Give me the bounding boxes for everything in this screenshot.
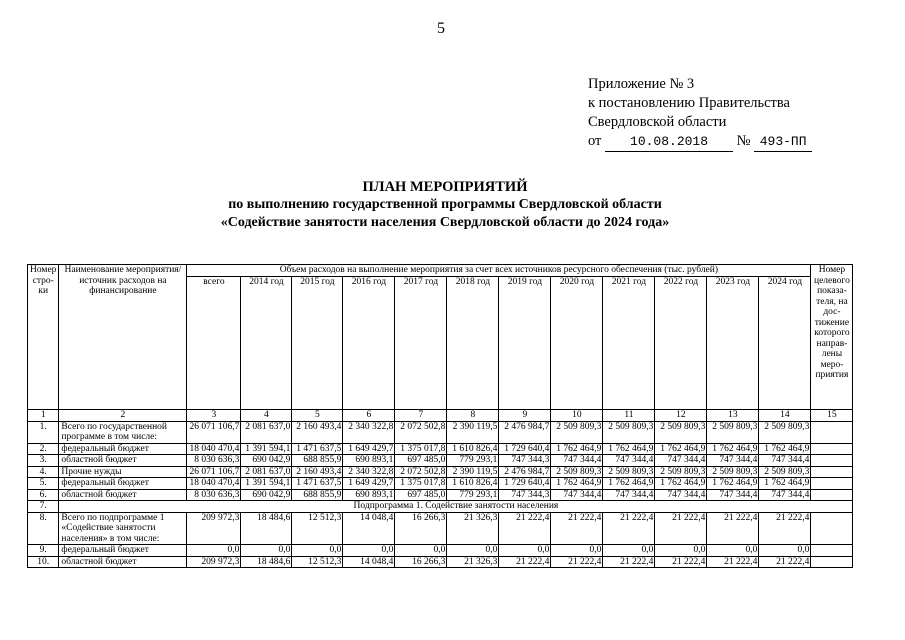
- main-title: ПЛАН МЕРОПРИЯТИЙ: [362, 179, 528, 195]
- row-value: 1 762 464,9: [707, 478, 759, 490]
- row-value: 0,0: [187, 545, 241, 557]
- row-value: 1 762 464,9: [759, 443, 811, 455]
- row-value: 21 222,4: [603, 556, 655, 568]
- row-value: 1 471 637,5: [292, 443, 343, 455]
- row-value: 14 048,4: [343, 556, 395, 568]
- row-value: 1 729 640,4: [499, 443, 551, 455]
- row-value: 1 391 594,1: [241, 478, 292, 490]
- row-value: 12 512,3: [292, 512, 343, 545]
- table-row: [28, 421, 853, 443]
- row-target: [811, 545, 853, 557]
- decree-date: 10.08.2018: [605, 132, 733, 152]
- row-number: 3.: [28, 455, 59, 467]
- row-value: 21 222,4: [655, 556, 707, 568]
- row-value: 2 509 809,3: [655, 421, 707, 443]
- row-number: 8.: [28, 512, 59, 545]
- row-value: 1 762 464,9: [603, 478, 655, 490]
- row-value: 2 509 809,3: [707, 421, 759, 443]
- number-label: №: [736, 133, 751, 149]
- column-number: 10: [551, 409, 603, 421]
- header-year: 2018 год: [447, 276, 499, 409]
- column-number: 12: [655, 409, 707, 421]
- row-value: 21 222,4: [759, 556, 811, 568]
- row-value: 697 485,0: [395, 489, 447, 501]
- row-number: 6.: [28, 489, 59, 501]
- header-year: 2019 год: [499, 276, 551, 409]
- row-name: областной бюджет: [59, 556, 187, 568]
- row-value: 747 344,4: [655, 489, 707, 501]
- row-name: Прочие нужды: [59, 466, 187, 478]
- row-number: 9.: [28, 545, 59, 557]
- row-value: 1 762 464,9: [707, 443, 759, 455]
- column-number: 6: [343, 409, 395, 421]
- row-number: 1.: [28, 421, 59, 443]
- column-number: 13: [707, 409, 759, 421]
- row-value: 209 972,3: [187, 512, 241, 545]
- row-value: 2 081 637,0: [241, 466, 292, 478]
- row-value: 18 040 470,4: [187, 478, 241, 490]
- row-number: 5.: [28, 478, 59, 490]
- row-value: 0,0: [343, 545, 395, 557]
- row-value: 1 610 826,4: [447, 443, 499, 455]
- row-value: 2 072 502,8: [395, 421, 447, 443]
- row-value: 26 071 106,7: [187, 421, 241, 443]
- row-value: 2 072 502,8: [395, 466, 447, 478]
- row-value: 18 484,6: [241, 556, 292, 568]
- row-value: 747 344,4: [655, 455, 707, 467]
- row-value: 2 390 119,5: [447, 466, 499, 478]
- row-value: 12 512,3: [292, 556, 343, 568]
- column-number: 5: [292, 409, 343, 421]
- appendix-line-2: к постановлению Правительства: [588, 95, 790, 111]
- appendix-line-3: Свердловской области: [588, 114, 727, 130]
- row-value: 1 649 429,7: [343, 478, 395, 490]
- decree-number: 493-ПП: [754, 132, 812, 152]
- column-number: 3: [187, 409, 241, 421]
- row-value: 2 160 493,4: [292, 421, 343, 443]
- header-year: 2021 год: [603, 276, 655, 409]
- header-year: 2022 год: [655, 276, 707, 409]
- header-year: 2023 год: [707, 276, 759, 409]
- header-year: 2014 год: [241, 276, 292, 409]
- row-value: 21 222,4: [759, 512, 811, 545]
- row-value: 14 048,4: [343, 512, 395, 545]
- row-value: 1 391 594,1: [241, 443, 292, 455]
- column-number: 7: [395, 409, 447, 421]
- row-value: 0,0: [241, 545, 292, 557]
- header-volume: Объем расходов на выполнение мероприятия за счет всех источников ресурсного обеспечения (тыс. рублей): [187, 265, 811, 277]
- header-name: Наименование мероприятия/ источник расходов на финансирование: [59, 265, 187, 410]
- row-value: 21 222,4: [551, 556, 603, 568]
- row-value: 688 855,9: [292, 489, 343, 501]
- title-line-3: «Содействие занятости населения Свердловской области до 2024 года»: [220, 215, 670, 230]
- row-value: 21 326,3: [447, 556, 499, 568]
- row-value: 8 030 636,3: [187, 455, 241, 467]
- row-value: 0,0: [655, 545, 707, 557]
- row-value: 2 476 984,7: [499, 421, 551, 443]
- column-number: 8: [447, 409, 499, 421]
- row-value: 747 344,3: [499, 489, 551, 501]
- row-value: 16 266,3: [395, 512, 447, 545]
- row-value: 2 390 119,5: [447, 421, 499, 443]
- row-value: 1 762 464,9: [759, 478, 811, 490]
- row-value: 26 071 106,7: [187, 466, 241, 478]
- appendix-line-1: Приложение № 3: [588, 76, 695, 92]
- row-value: 779 293,1: [447, 455, 499, 467]
- row-value: 747 344,4: [603, 455, 655, 467]
- row-value: 747 344,4: [759, 489, 811, 501]
- from-label: от: [588, 133, 602, 149]
- row-target: [811, 466, 853, 478]
- table-row: [28, 478, 853, 490]
- row-value: 21 326,3: [447, 512, 499, 545]
- row-value: 209 972,3: [187, 556, 241, 568]
- row-value: 747 344,4: [551, 455, 603, 467]
- row-value: 2 509 809,3: [603, 466, 655, 478]
- row-value: 0,0: [603, 545, 655, 557]
- row-value: 0,0: [395, 545, 447, 557]
- row-value: 2 340 322,8: [343, 421, 395, 443]
- row-value: 690 042,9: [241, 455, 292, 467]
- row-name: областной бюджет: [59, 489, 187, 501]
- row-value: 747 344,4: [551, 489, 603, 501]
- row-value: 1 375 017,8: [395, 443, 447, 455]
- header-target: Номер целевого показа-теля, на дос-тижение которого направ-лены меро-приятия: [811, 265, 853, 410]
- row-value: 2 509 809,3: [759, 466, 811, 478]
- row-name: федеральный бюджет: [59, 443, 187, 455]
- row-value: 1 762 464,9: [603, 443, 655, 455]
- row-name: федеральный бюджет: [59, 545, 187, 557]
- row-value: 1 729 640,4: [499, 478, 551, 490]
- header-year: 2015 год: [292, 276, 343, 409]
- column-number: 14: [759, 409, 811, 421]
- row-value: 2 340 322,8: [343, 466, 395, 478]
- row-value: 1 649 429,7: [343, 443, 395, 455]
- row-value: 16 266,3: [395, 556, 447, 568]
- header-year: 2017 год: [395, 276, 447, 409]
- row-target: [811, 478, 853, 490]
- row-value: 2 509 809,3: [603, 421, 655, 443]
- row-target: [811, 489, 853, 501]
- table-row: [28, 545, 853, 557]
- row-value: 747 344,4: [759, 455, 811, 467]
- column-numbers-row: [28, 409, 853, 421]
- row-value: 0,0: [292, 545, 343, 557]
- row-value: 0,0: [447, 545, 499, 557]
- row-value: 21 222,4: [499, 512, 551, 545]
- row-value: 688 855,9: [292, 455, 343, 467]
- page-number: 5: [437, 20, 445, 37]
- row-name: федеральный бюджет: [59, 478, 187, 490]
- column-number: 1: [28, 409, 59, 421]
- row-value: 0,0: [759, 545, 811, 557]
- row-value: 18 040 470,4: [187, 443, 241, 455]
- header-year: всего: [187, 276, 241, 409]
- row-value: 2 509 809,3: [759, 421, 811, 443]
- row-value: 2 081 637,0: [241, 421, 292, 443]
- row-value: 21 222,4: [603, 512, 655, 545]
- row-value: 1 762 464,9: [551, 478, 603, 490]
- row-value: 690 042,9: [241, 489, 292, 501]
- column-number: 15: [811, 409, 853, 421]
- row-name: Всего по подпрограмме 1 «Содействие занятости населения» в том числе:: [59, 512, 187, 545]
- row-name: Всего по государственной программе в том числе:: [59, 421, 187, 443]
- row-value: 1 610 826,4: [447, 478, 499, 490]
- column-number: 11: [603, 409, 655, 421]
- appendix-block: [588, 75, 812, 152]
- row-value: 18 484,6: [241, 512, 292, 545]
- row-number: 7.: [28, 501, 59, 513]
- table-row: [28, 512, 853, 545]
- table-row: [28, 556, 853, 568]
- row-number: 2.: [28, 443, 59, 455]
- row-value: 21 222,4: [707, 512, 759, 545]
- subprogram-title: Подпрограмма 1. Содействие занятости населения: [59, 501, 853, 513]
- row-target: [811, 512, 853, 545]
- row-name: областной бюджет: [59, 455, 187, 467]
- row-value: 747 344,4: [707, 489, 759, 501]
- row-value: 747 344,4: [707, 455, 759, 467]
- row-value: 1 762 464,9: [655, 478, 707, 490]
- column-number: 9: [499, 409, 551, 421]
- row-value: 0,0: [551, 545, 603, 557]
- row-target: [811, 455, 853, 467]
- table-row: [28, 489, 853, 501]
- row-value: 2 509 809,3: [707, 466, 759, 478]
- row-value: 690 893,1: [343, 455, 395, 467]
- document-title: [140, 178, 750, 232]
- row-value: 747 344,3: [499, 455, 551, 467]
- row-target: [811, 443, 853, 455]
- row-value: 1 375 017,8: [395, 478, 447, 490]
- row-value: 697 485,0: [395, 455, 447, 467]
- row-value: 690 893,1: [343, 489, 395, 501]
- header-year: 2016 год: [343, 276, 395, 409]
- row-value: 0,0: [499, 545, 551, 557]
- row-value: 2 476 984,7: [499, 466, 551, 478]
- row-value: 21 222,4: [707, 556, 759, 568]
- column-number: 4: [241, 409, 292, 421]
- appendix-date-line: [588, 132, 812, 152]
- row-value: 1 762 464,9: [655, 443, 707, 455]
- row-value: 747 344,4: [603, 489, 655, 501]
- row-value: 21 222,4: [551, 512, 603, 545]
- row-number: 10.: [28, 556, 59, 568]
- column-number: 2: [59, 409, 187, 421]
- row-value: 2 160 493,4: [292, 466, 343, 478]
- header-year: 2024 год: [759, 276, 811, 409]
- row-value: 0,0: [707, 545, 759, 557]
- row-target: [811, 421, 853, 443]
- row-value: 779 293,1: [447, 489, 499, 501]
- header-year: 2020 год: [551, 276, 603, 409]
- table-row: [28, 455, 853, 467]
- row-number: 4.: [28, 466, 59, 478]
- title-line-2: по выполнению государственной программы Свердловской области: [228, 197, 662, 212]
- row-value: 1 762 464,9: [551, 443, 603, 455]
- row-value: 2 509 809,3: [655, 466, 707, 478]
- row-value: 2 509 809,3: [551, 421, 603, 443]
- row-value: 21 222,4: [655, 512, 707, 545]
- row-value: 1 471 637,5: [292, 478, 343, 490]
- plan-table: [27, 264, 853, 568]
- header-row-number: Номер стро-ки: [28, 265, 59, 410]
- table-row: [28, 443, 853, 455]
- row-value: 8 030 636,3: [187, 489, 241, 501]
- row-value: 2 509 809,3: [551, 466, 603, 478]
- row-value: 21 222,4: [499, 556, 551, 568]
- row-target: [811, 556, 853, 568]
- table-row: [28, 466, 853, 478]
- subprogram-row: [28, 501, 853, 513]
